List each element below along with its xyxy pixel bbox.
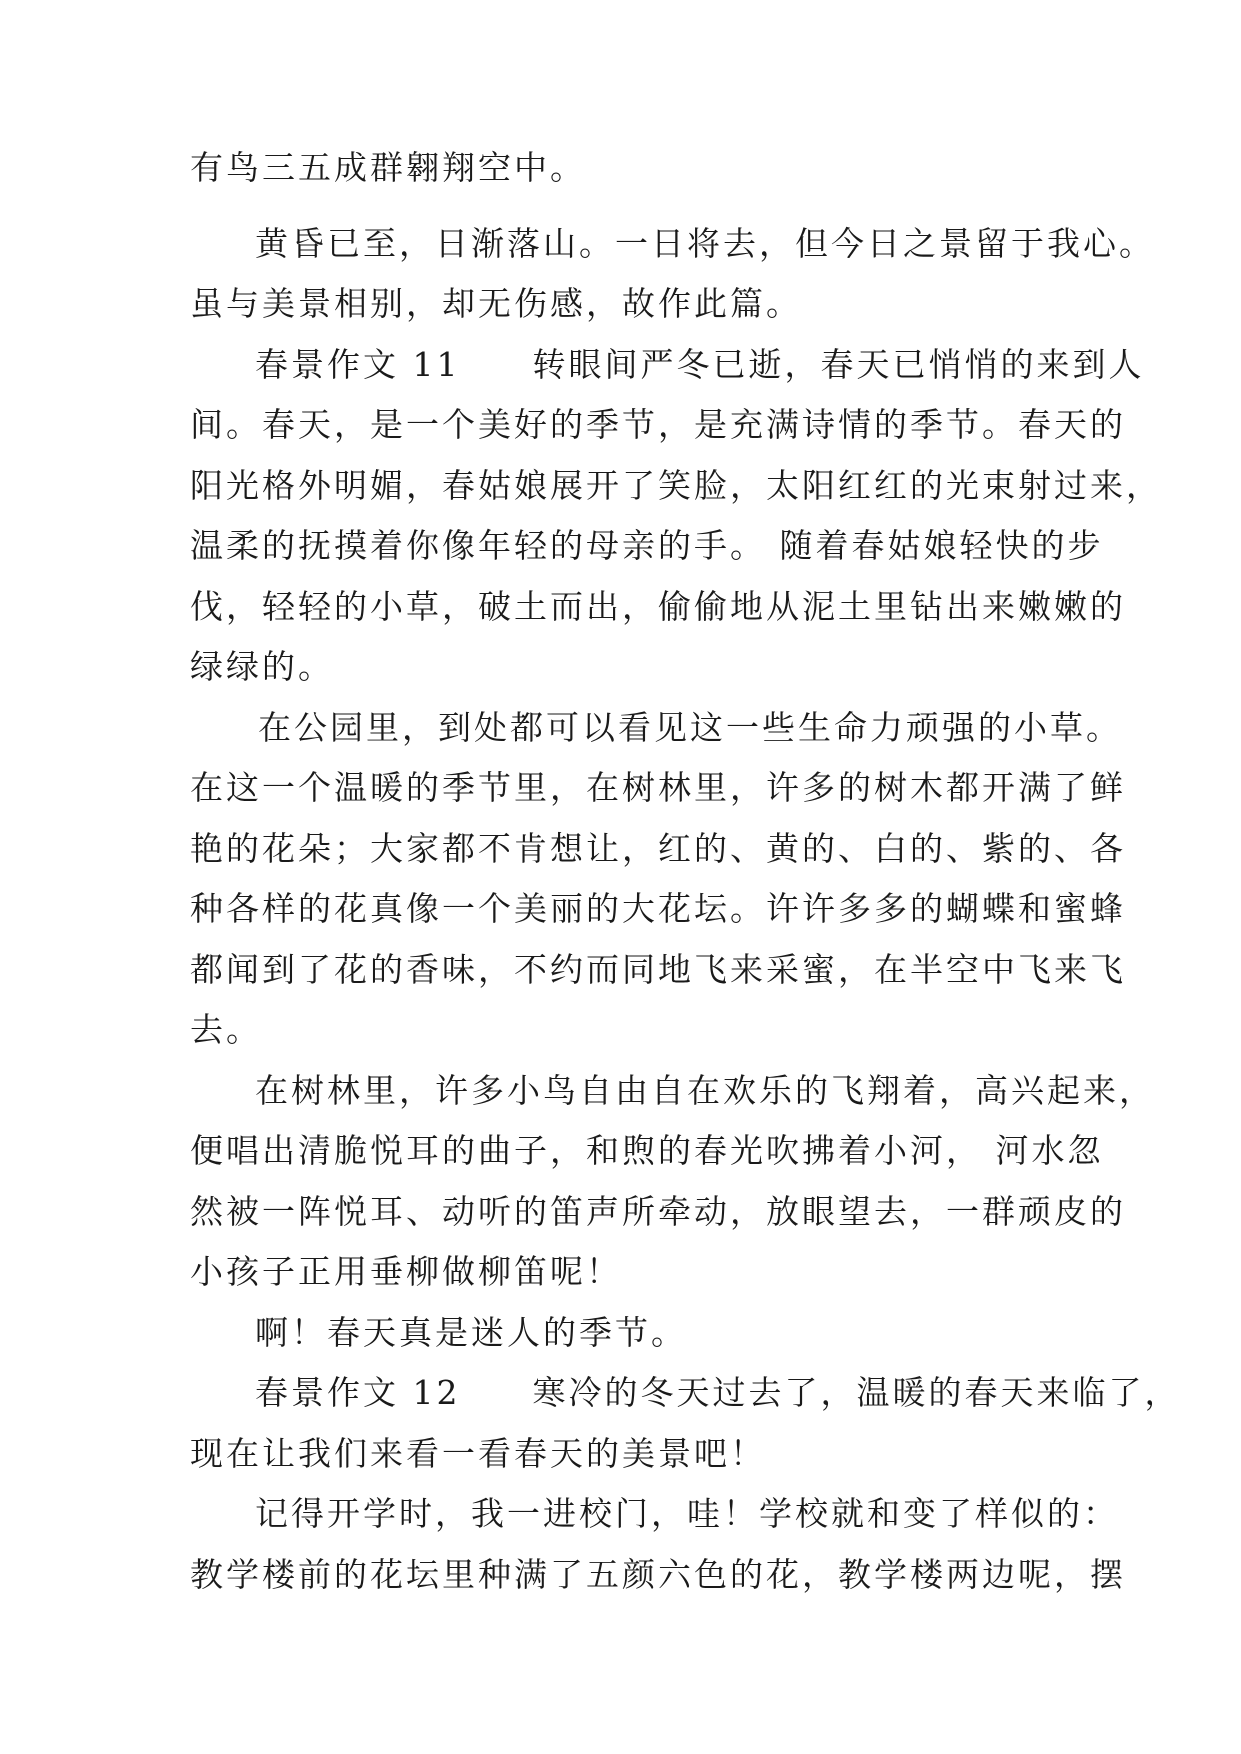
text-line: 春景作文 12 寒冷的冬天过去了，温暖的春天来临了，	[255, 1373, 1181, 1412]
text-line: 虽与美景相别，却无伤感，故作此篇。	[190, 284, 802, 323]
text-line: 便唱出清脆悦耳的曲子，和煦的春光吹拂着小河， 河水忽	[190, 1131, 1104, 1170]
text-line: 黄昏已至，日渐落山。一日将去，但今日之景留于我心。	[255, 224, 1155, 263]
text-line: 记得开学时，我一进校门，哇！学校就和变了样似的：	[255, 1494, 1119, 1533]
text-line: 温柔的抚摸着你像年轻的母亲的手。 随着春姑娘轻快的步	[190, 526, 1104, 565]
text-line: 去。	[190, 1010, 262, 1049]
text-line: 教学楼前的花坛里种满了五颜六色的花，教学楼两边呢，摆	[190, 1555, 1126, 1594]
text-line: 有鸟三五成群翱翔空中。	[190, 148, 586, 187]
text-line: 阳光格外明媚，春姑娘展开了笑脸，太阳红红的光束射过来，	[190, 466, 1162, 505]
text-line: 间。春天，是一个美好的季节，是充满诗情的季节。春天的	[190, 405, 1126, 444]
text-line: 啊！春天真是迷人的季节。	[255, 1313, 687, 1352]
text-line: 在公园里，到处都可以看见这一些生命力顽强的小草。	[258, 708, 1122, 747]
text-line: 艳的花朵；大家都不肯想让，红的、黄的、白的、紫的、各	[190, 829, 1126, 868]
text-line: 然被一阵悦耳、动听的笛声所牵动，放眼望去，一群顽皮的	[190, 1192, 1126, 1231]
text-line: 种各样的花真像一个美丽的大花坛。许许多多的蝴蝶和蜜蜂	[190, 889, 1126, 928]
text-line: 小孩子正用垂柳做柳笛呢！	[190, 1252, 622, 1291]
text-line: 春景作文 11 转眼间严冬已逝，春天已悄悄的来到人	[255, 345, 1145, 384]
text-line: 现在让我们来看一看春天的美景吧！	[190, 1434, 766, 1473]
text-line: 在这一个温暖的季节里，在树林里，许多的树木都开满了鲜	[190, 768, 1126, 807]
text-line: 伐，轻轻的小草，破土而出，偷偷地从泥土里钻出来嫩嫩的	[190, 587, 1126, 626]
text-line: 在树林里，许多小鸟自由自在欢乐的飞翔着，高兴起来，	[255, 1071, 1155, 1110]
text-line: 都闻到了花的香味，不约而同地飞来采蜜，在半空中飞来飞	[190, 950, 1126, 989]
text-line: 绿绿的。	[190, 647, 334, 686]
